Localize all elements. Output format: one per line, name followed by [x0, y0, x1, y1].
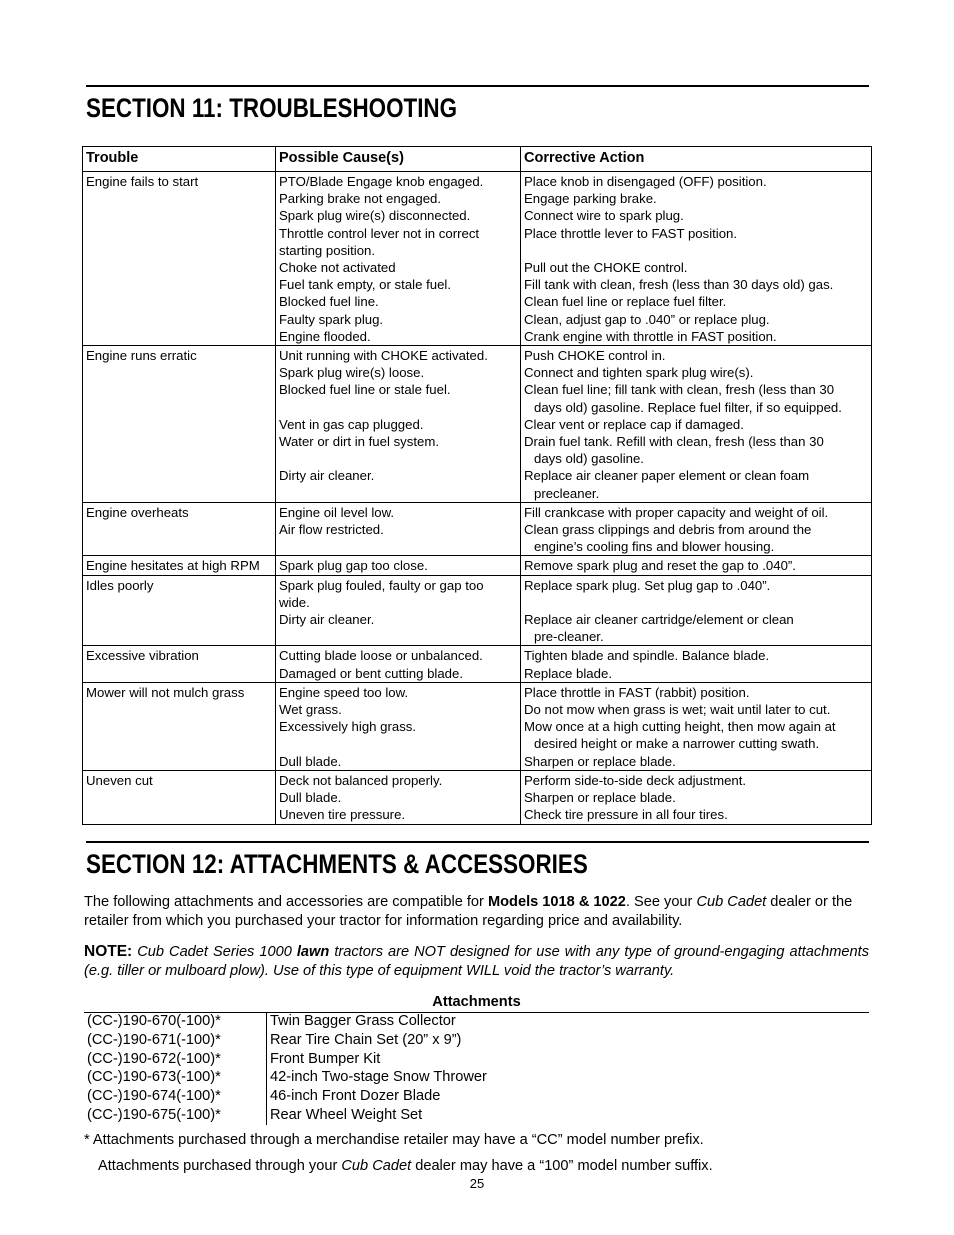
- cause-line: Deck not balanced properly.: [279, 772, 443, 788]
- trouble-cell: [83, 172, 276, 346]
- intro-text-after: dealer or the retailer from which you purchased your tractor for information regarding price and availability.: [84, 894, 853, 929]
- table-row: [83, 172, 872, 346]
- header-possible-causes: Possible Cause(s): [276, 147, 521, 172]
- table-header-row: [83, 147, 872, 172]
- action-line: Crank engine with throttle in FAST position.: [524, 328, 777, 344]
- causes-cell: [276, 346, 521, 503]
- note-paragraph: [84, 942, 869, 981]
- cause-line: Blocked fuel line or stale fuel.: [279, 382, 451, 398]
- action-line: desired height or make a narrower cutting swath.: [534, 736, 820, 752]
- action-line: Push CHOKE control in.: [524, 348, 666, 364]
- cause-line: Wet grass.: [279, 702, 342, 718]
- causes-cell: [276, 646, 521, 682]
- table-row: [83, 646, 872, 682]
- attachment-description: Front Bumper Kit: [270, 1050, 381, 1067]
- cause-line: [279, 485, 520, 502]
- cause-line: PTO/Blade Engage knob engaged.: [279, 174, 484, 189]
- attachment-description: Rear Wheel Weight Set: [270, 1106, 423, 1123]
- action-line: Engage parking brake.: [524, 191, 657, 207]
- action-line: Tighten blade and spindle. Balance blade.: [524, 648, 770, 664]
- cause-line: Spark plug fouled, faulty or gap too: [279, 577, 484, 593]
- cause-line: Dirty air cleaner.: [279, 612, 375, 628]
- cause-line: Faulty spark plug.: [279, 311, 384, 327]
- footnote-prefix: * Attachments purchased through a merchandise retailer may have a “CC” model number prefix.: [84, 1132, 704, 1148]
- troubleshooting-table-body: [83, 172, 872, 825]
- actions-cell: [521, 770, 872, 824]
- note-text-before: Cub Cadet Series 1000: [132, 944, 297, 960]
- table-row: [83, 346, 872, 503]
- table-row: [83, 575, 872, 646]
- table-row: [83, 502, 872, 556]
- cause-line: Unit running with CHOKE activated.: [279, 348, 488, 364]
- actions-cell: [521, 502, 872, 556]
- cause-line: Uneven tire pressure.: [279, 807, 406, 823]
- attachment-number: (CC-)190-670(-100)*: [87, 1013, 221, 1029]
- cause-line: [279, 735, 520, 752]
- action-line: Pull out the CHOKE control.: [524, 260, 688, 275]
- actions-cell: [521, 556, 872, 575]
- section-12-title: SECTION 12: ATTACHMENTS & ACCESSORIES: [86, 849, 588, 879]
- intro-text-before: The following attachments and accessories are compatible for: [84, 894, 488, 910]
- cause-line: Fuel tank empty, or stale fuel.: [279, 277, 452, 293]
- trouble-text: Uneven cut: [86, 772, 153, 788]
- actions-cell: [521, 646, 872, 682]
- cause-line: Cutting blade loose or unbalanced.: [279, 648, 483, 664]
- attachment-description: Twin Bagger Grass Collector: [270, 1013, 456, 1029]
- action-line: Sharpen or replace blade.: [524, 790, 676, 806]
- trouble-text: Engine runs erratic: [86, 348, 197, 364]
- action-line: Replace spark plug. Set plug gap to .040”.: [524, 577, 771, 593]
- trouble-text: Engine fails to start: [86, 174, 199, 189]
- action-line: Replace blade.: [524, 665, 612, 681]
- attachment-description: 46-inch Front Dozer Blade: [270, 1088, 441, 1105]
- cause-line: Water or dirt in fuel system.: [279, 434, 440, 450]
- note-label: NOTE:: [84, 943, 133, 960]
- note-text-after: tractors are NOT designed for use with any type of ground-engaging attachments (e.g. tiller or mulboard plow). Use of this type of equipment WILL void the tractor’s warranty.: [84, 944, 869, 979]
- actions-cell: [521, 575, 872, 646]
- actions-cell: [521, 172, 872, 346]
- intro-brand: Cub Cadet: [696, 894, 767, 910]
- action-line: Do not mow when grass is wet; wait until later to cut.: [524, 702, 831, 718]
- action-line: Remove spark plug and reset the gap to .040”.: [524, 558, 796, 574]
- trouble-cell: [83, 682, 276, 770]
- action-line: days old) gasoline.: [534, 451, 644, 467]
- causes-cell: [276, 770, 521, 824]
- causes-cell: [276, 682, 521, 770]
- cause-line: Throttle control lever not in correct: [279, 225, 480, 241]
- cause-line: Damaged or bent cutting blade.: [279, 665, 464, 681]
- cause-line: Blocked fuel line.: [279, 294, 379, 310]
- page-number: 25: [469, 1176, 485, 1191]
- action-line: Perform side-to-side deck adjustment.: [524, 772, 747, 788]
- action-line: engine’s cooling fins and blower housing.: [534, 539, 775, 555]
- trouble-cell: [83, 646, 276, 682]
- footnote-text-before: Attachments purchased through your: [98, 1158, 342, 1174]
- action-line: [524, 242, 871, 259]
- action-line: Drain fuel tank. Refill with clean, fresh (less than 30: [524, 434, 824, 450]
- intro-text-mid: . See your: [625, 894, 697, 910]
- cause-line: Excessively high grass.: [279, 719, 417, 735]
- trouble-cell: [83, 502, 276, 556]
- action-line: Mow once at a high cutting height, then mow again at: [524, 719, 836, 735]
- cause-line: Parking brake not engaged.: [279, 191, 442, 207]
- intro-models: Models 1018 & 1022: [487, 894, 626, 910]
- action-line: precleaner.: [534, 485, 600, 501]
- cause-line: Air flow restricted.: [279, 522, 384, 538]
- attachments-heading: Attachments: [432, 994, 521, 1010]
- trouble-cell: [83, 770, 276, 824]
- action-line: Connect and tighten spark plug wire(s).: [524, 365, 754, 381]
- attachment-number: (CC-)190-672(-100)*: [87, 1050, 221, 1067]
- cause-line: Engine oil level low.: [279, 504, 395, 520]
- cause-line: [279, 538, 520, 555]
- trouble-cell: [83, 556, 276, 575]
- cause-line: Engine flooded.: [279, 328, 371, 344]
- trouble-text: Engine overheats: [86, 504, 189, 520]
- causes-cell: [276, 502, 521, 556]
- action-line: Check tire pressure in all four tires.: [524, 807, 728, 823]
- attachment-number: (CC-)190-675(-100)*: [87, 1106, 221, 1123]
- trouble-cell: [83, 346, 276, 503]
- action-line: Place throttle lever to FAST position.: [524, 225, 738, 241]
- action-line: Clean, adjust gap to .040” or replace plug.: [524, 311, 770, 327]
- footnote-suffix: [98, 1157, 713, 1175]
- attachment-number: (CC-)190-673(-100)*: [87, 1069, 221, 1086]
- action-line: Sharpen or replace blade.: [524, 753, 676, 769]
- actions-cell: [521, 346, 872, 503]
- cause-line: Dull blade.: [279, 790, 342, 806]
- trouble-text: Mower will not mulch grass: [86, 684, 245, 700]
- cause-line: [279, 450, 520, 467]
- header-trouble: Trouble: [83, 147, 276, 172]
- footnote-brand: Cub Cadet: [341, 1158, 412, 1174]
- header-corrective-action: Corrective Action: [521, 147, 872, 172]
- action-line: Replace air cleaner cartridge/element or clean: [524, 612, 794, 628]
- cause-line: [279, 628, 520, 645]
- note-bold-word: lawn: [296, 944, 330, 960]
- cause-line: Choke not activated: [279, 260, 396, 276]
- attachment-number: (CC-)190-671(-100)*: [87, 1031, 221, 1048]
- trouble-text: Engine hesitates at high RPM: [86, 558, 260, 574]
- table-row: [83, 770, 872, 824]
- action-line: Clean fuel line; fill tank with clean, fresh (less than 30: [524, 382, 835, 398]
- attachment-number: (CC-)190-674(-100)*: [87, 1088, 221, 1105]
- footnote-text-after: dealer may have a “100” model number suffix.: [411, 1158, 713, 1174]
- section-11-title: SECTION 11: TROUBLESHOOTING: [86, 93, 458, 123]
- cause-line: [279, 399, 520, 416]
- cause-line: Spark plug wire(s) loose.: [279, 365, 425, 381]
- action-line: Replace air cleaner paper element or clean foam: [524, 468, 810, 484]
- action-line: [524, 594, 871, 611]
- section-12-rule: [86, 841, 869, 843]
- attachment-description: 42-inch Two-stage Snow Thrower: [270, 1069, 487, 1086]
- action-line: pre-cleaner.: [534, 629, 604, 645]
- action-line: Fill tank with clean, fresh (less than 30 days old) gas.: [524, 277, 834, 293]
- causes-cell: [276, 575, 521, 646]
- trouble-text: Idles poorly: [86, 577, 154, 593]
- actions-cell: [521, 682, 872, 770]
- action-line: Clear vent or replace cap if damaged.: [524, 416, 744, 432]
- cause-line: starting position.: [279, 242, 376, 258]
- cause-line: Vent in gas cap plugged.: [279, 416, 424, 432]
- cause-line: Engine speed too low.: [279, 684, 409, 700]
- table-row: [83, 682, 872, 770]
- causes-cell: [276, 556, 521, 575]
- action-line: Place throttle in FAST (rabbit) position.: [524, 684, 750, 700]
- troubleshooting-table: [82, 146, 872, 825]
- attachment-description: Rear Tire Chain Set (20” x 9”): [270, 1031, 462, 1048]
- action-line: Clean grass clippings and debris from around the: [524, 522, 812, 538]
- table-row: [83, 556, 872, 575]
- trouble-text: Excessive vibration: [86, 648, 199, 664]
- attachments-intro: [84, 893, 869, 931]
- cause-line: Dirty air cleaner.: [279, 468, 375, 484]
- action-line: Connect wire to spark plug.: [524, 208, 684, 224]
- cause-line: Dull blade.: [279, 753, 342, 769]
- cause-line: wide.: [279, 594, 310, 610]
- cause-line: Spark plug wire(s) disconnected.: [279, 208, 471, 224]
- action-line: Fill crankcase with proper capacity and weight of oil.: [524, 504, 829, 520]
- action-line: days old) gasoline. Replace fuel filter, if so equipped.: [534, 399, 842, 415]
- causes-cell: [276, 172, 521, 346]
- attachments-column-divider: [266, 1013, 267, 1125]
- trouble-cell: [83, 575, 276, 646]
- action-line: Place knob in disengaged (OFF) position.: [524, 174, 767, 189]
- section-11-rule: [86, 85, 869, 87]
- action-line: Clean fuel line or replace fuel filter.: [524, 294, 727, 310]
- cause-line: Spark plug gap too close.: [279, 558, 428, 574]
